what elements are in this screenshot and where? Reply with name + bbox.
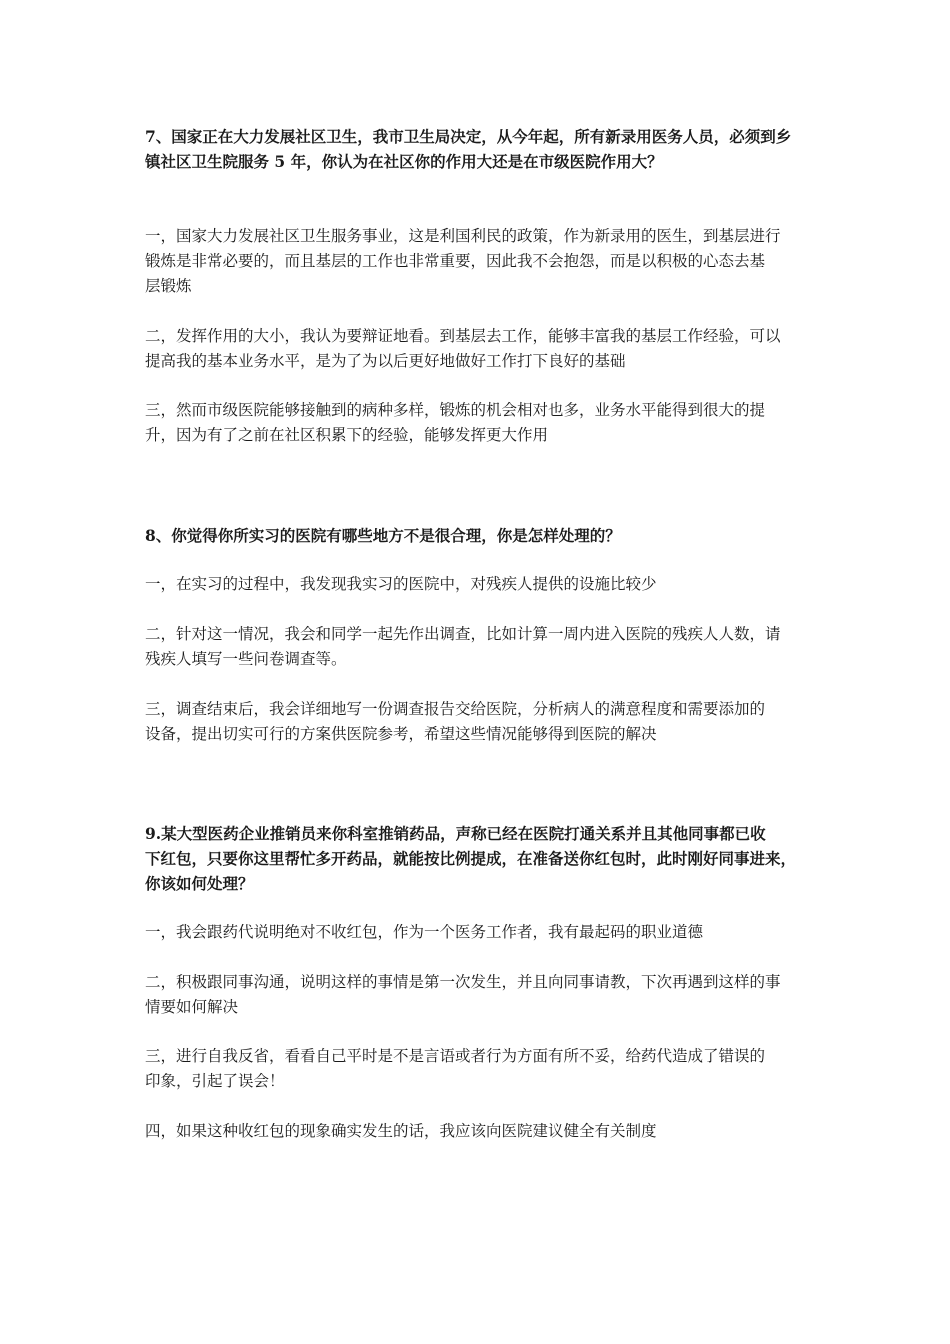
answer-7-3: 三，然而市级医院能够接触到的病种多样，锻炼的机会相对也多，业务水平能得到很大的提 升，因为有了之前在社区积累下的经验，能够发挥更大作用 [145,401,766,444]
answer-8-1: 一，在实习的过程中，我发现我实习的医院中，对残疾人提供的设施比较少 [145,575,657,593]
answer-9-2: 二，积极跟同事沟通，说明这样的事情是第一次发生，并且向同事请教，下次再遇到这样的事 情要如何解决 [145,973,781,1016]
answer-9-1: 一，我会跟药代说明绝对不收红包，作为一个医务工作者，我有最起码的职业道德 [145,923,704,941]
answer-9-3: 三，进行自我反省，看看自己平时是不是言语或者行为方面有所不妥，给药代造成了错误的 印象，引起了误会！ [145,1047,766,1090]
question-7: 7、国家正在大力发展社区卫生，我市卫生局决定，从今年起，所有新录用医务人员，必须到乡 镇社区卫生院服务 5 年，你认为在社区你的作用大还是在市级医院作用大？ [145,127,792,171]
question-8: 8、你觉得你所实习的医院有哪些地方不是很合理，你是怎样处理的？ [145,526,621,545]
answer-7-2: 二，发挥作用的大小，我认为要辩证地看。到基层去工作，能够丰富我的基层工作经验，可以 提高我的基本业务水平，是为了为以后更好地做好工作打下良好的基础 [145,327,781,370]
answer-8-3: 三，调查结束后，我会详细地写一份调查报告交给医院，分析病人的满意程度和需要添加的 设备，提出切实可行的方案供医院参考，希望这些情况能够得到医院的解决 [145,700,766,743]
answer-7-1: 一，国家大力发展社区卫生服务事业，这是利国利民的政策，作为新录用的医生，到基层进行 锻炼是非常必要的，而且基层的工作也非常重要，因此我不会抱怨，而是以积极的心态去基 层锻炼 [145,227,781,295]
answer-9-4: 四，如果这种收红包的现象确实发生的话，我应该向医院建议健全有关制度 [145,1122,657,1140]
question-9: 9.某大型医药企业推销员来你科室推销药品，声称已经在医院打通关系并且其他同事都已收 下红包，只要你这里帮忙多开药品，就能按比例提成，在准备送你红包时，此时刚好同事进来， 你该如何处理？ [145,824,797,893]
answer-8-2: 二，针对这一情况，我会和同学一起先作出调查，比如计算一周内进入医院的残疾人人数，请 残疾人填写一些问卷调查等。 [145,625,781,668]
